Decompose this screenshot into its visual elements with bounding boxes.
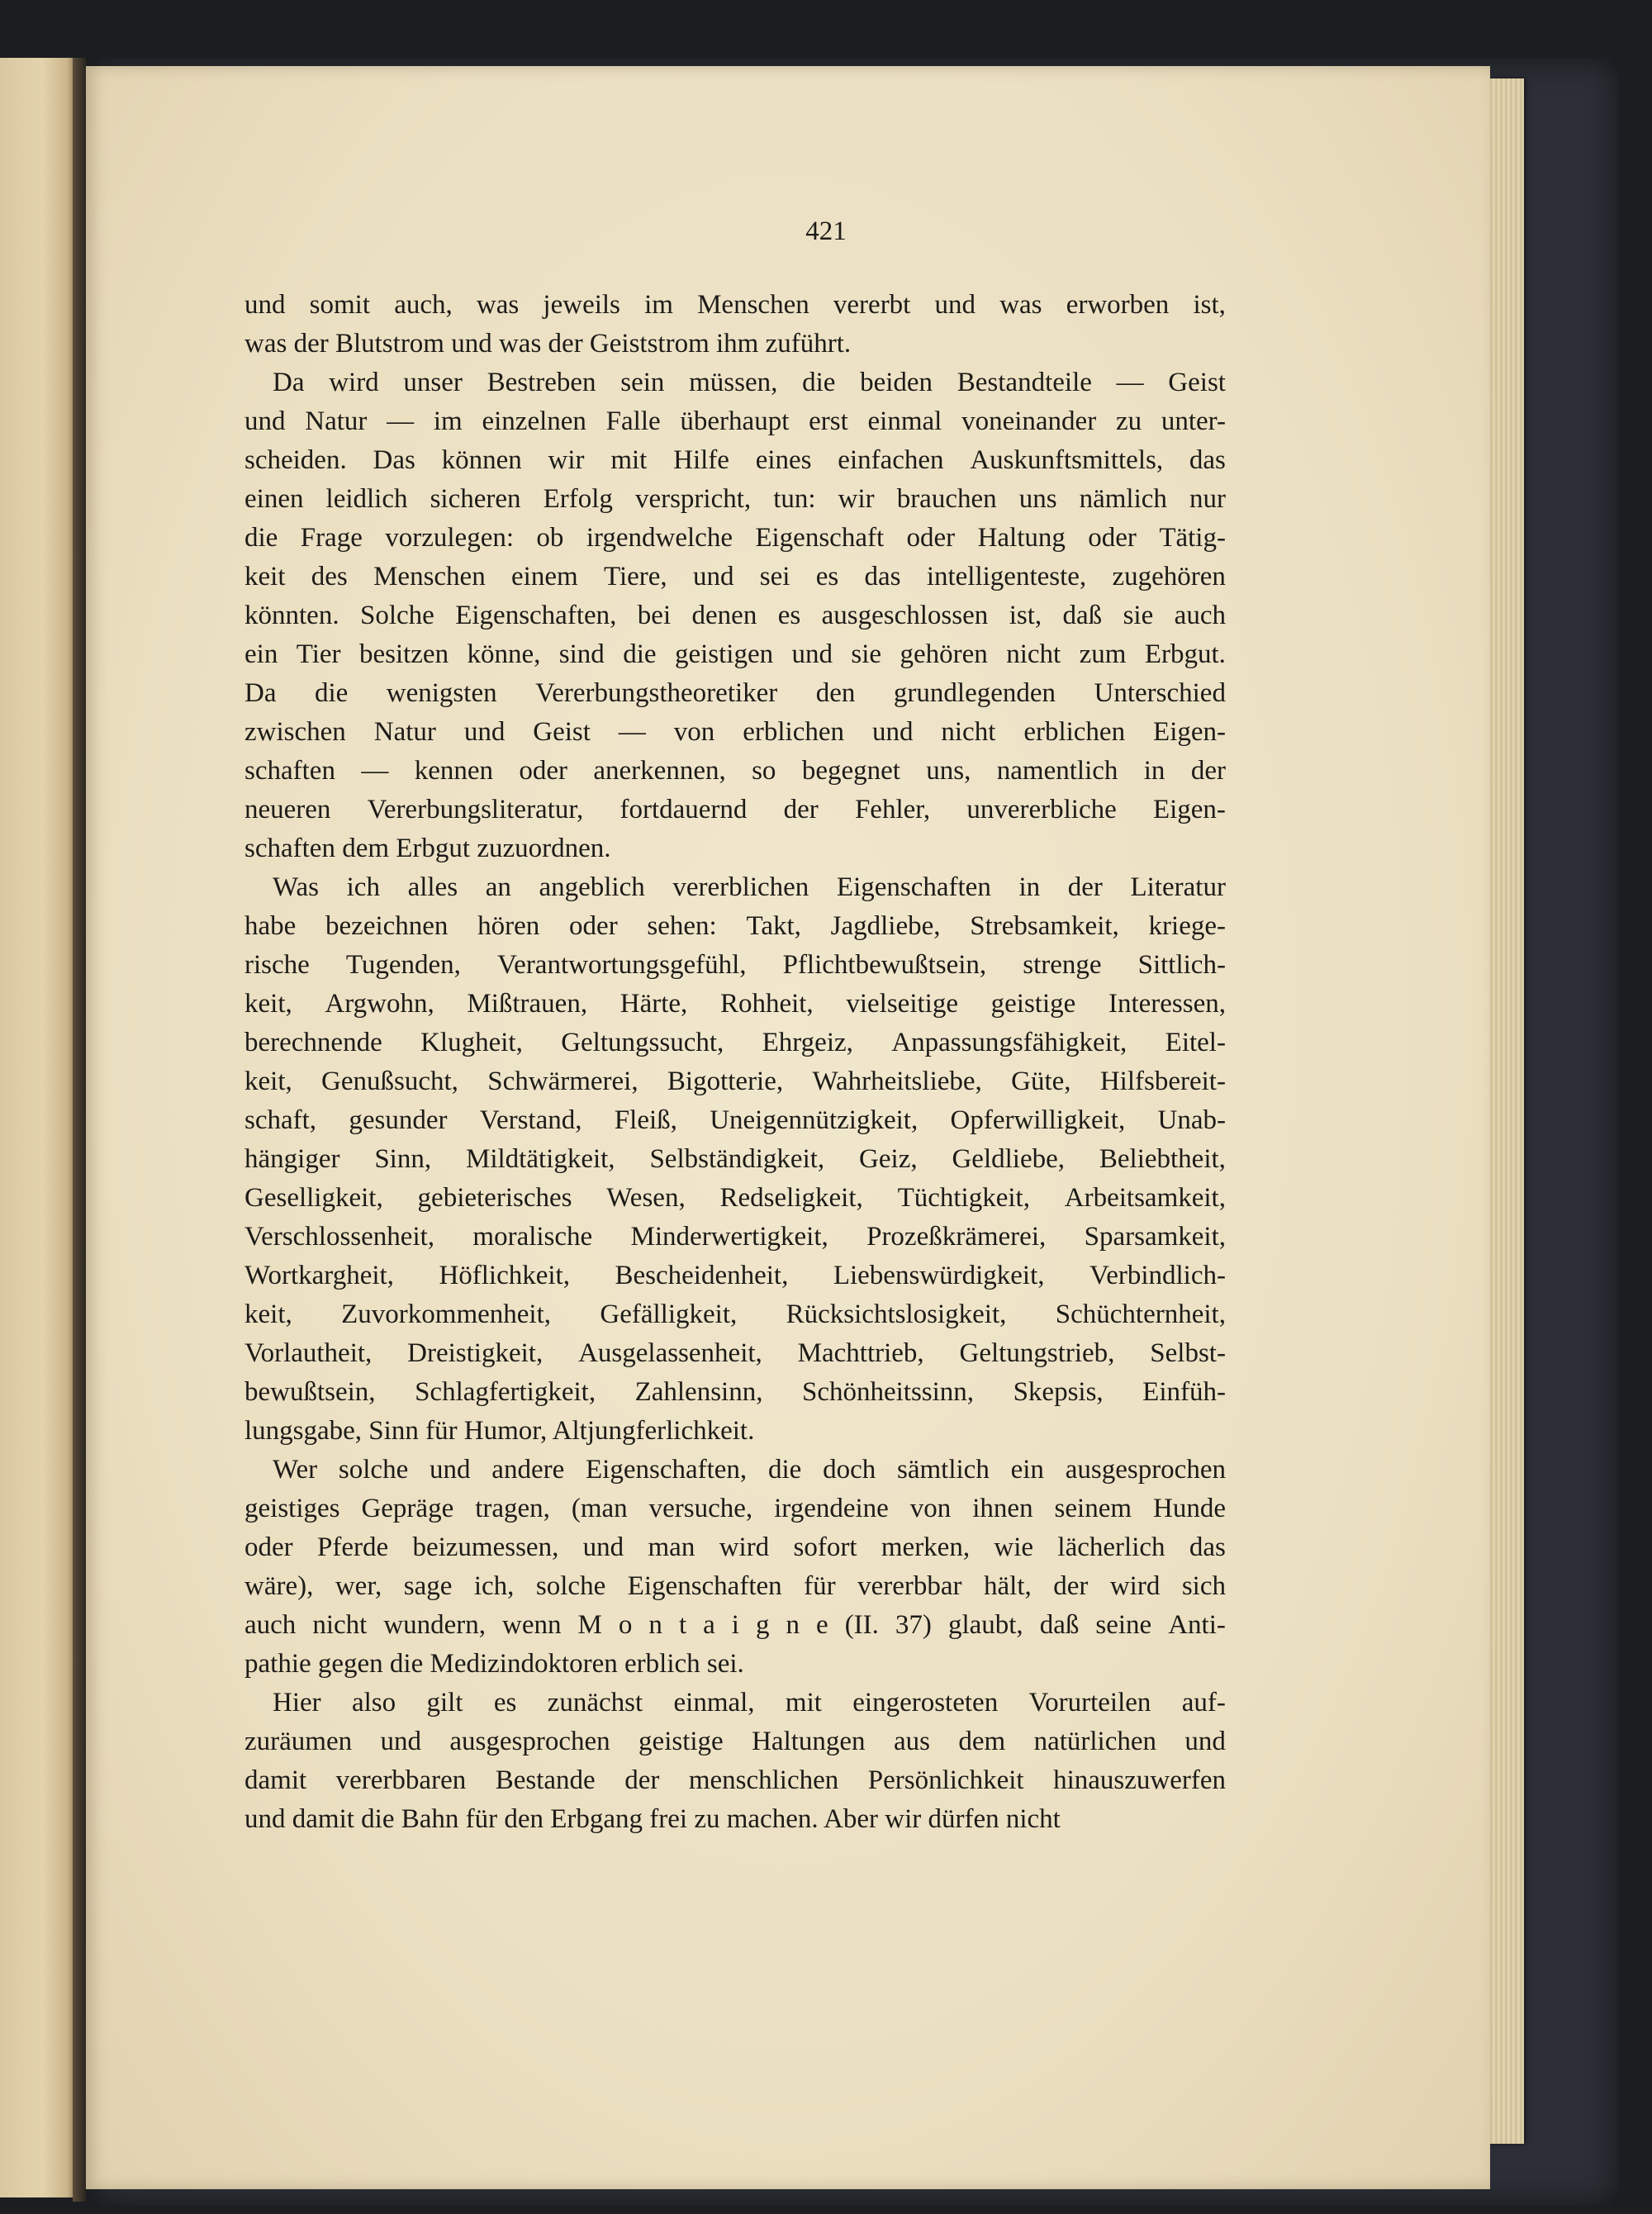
text-line: habe bezeichnen hören oder sehen: Takt, Jagdliebe, Strebsamkeit, kriege- — [244, 911, 1226, 941]
text-line: lungsgabe, Sinn für Humor, Altjungferlichkeit. — [244, 1416, 755, 1446]
text-line: zuräumen und ausgesprochen geistige Haltungen aus dem natürlichen und — [244, 1727, 1226, 1756]
page-number: 421 — [805, 216, 847, 246]
paragraph — [244, 286, 1226, 363]
text-line: die Frage vorzulegen: ob irgendwelche Eigenschaft oder Haltung oder Tätig- — [244, 523, 1226, 553]
text-line: ein Tier besitzen könne, sind die geistigen und sie gehören nicht zum Erbgut. — [244, 639, 1226, 669]
text-line: könnten. Solche Eigenschaften, bei denen es ausgeschlossen ist, daß sie auch — [244, 601, 1226, 630]
text-line: pathie gegen die Medizindoktoren erblich sei. — [244, 1649, 744, 1679]
text-line: Da wird unser Bestreben sein müssen, die beiden Bestandteile — Geist — [273, 368, 1226, 397]
text-line: schaften dem Erbgut zuzuordnen. — [244, 834, 611, 863]
text-line: bewußtsein, Schlagfertigkeit, Zahlensinn, Schönheitssinn, Skepsis, Einfüh- — [244, 1377, 1226, 1407]
text-line: rische Tugenden, Verantwortungsgefühl, Pflichtbewußtsein, strenge Sittlich- — [244, 950, 1226, 980]
text-line: Wer solche und andere Eigenschaften, die doch sämtlich ein ausgesprochen — [273, 1455, 1226, 1485]
paragraph-container — [244, 286, 1226, 1839]
text-line: damit vererbbaren Bestande der menschlichen Persönlichkeit hinauszuwerfen — [244, 1765, 1226, 1795]
text-line: Vorlautheit, Dreistigkeit, Ausgelassenheit, Machttrieb, Geltungstrieb, Selbst- — [244, 1338, 1226, 1368]
book-gutter — [73, 58, 86, 2202]
text-line: keit, Zuvorkommenheit, Gefälligkeit, Rücksichtslosigkeit, Schüchternheit, — [244, 1299, 1226, 1329]
text-line: Hier also gilt es zunächst einmal, mit eingerosteten Vorurteilen auf- — [273, 1688, 1226, 1718]
text-line: und damit die Bahn für den Erbgang frei zu machen. Aber wir dürfen nicht — [244, 1804, 1061, 1834]
paragraph — [244, 868, 1226, 1451]
text-line: was der Blutstrom und was der Geiststrom ihm zuführt. — [244, 329, 852, 359]
paragraph — [244, 363, 1226, 868]
text-line: auch nicht wundern, wenn M o n t a i g n e (II. 37) glaubt, daß seine Anti- — [244, 1610, 1226, 1640]
text-line: Verschlossenheit, moralische Minderwertigkeit, Prozeßkrämerei, Sparsamkeit, — [244, 1222, 1226, 1252]
text-line: scheiden. Das können wir mit Hilfe eines einfachen Auskunftsmittels, das — [244, 445, 1226, 475]
text-line: Wortkargheit, Höflichkeit, Bescheidenheit, Liebenswürdigkeit, Verbindlich- — [244, 1261, 1226, 1290]
body-text — [244, 286, 1226, 1839]
text-line: keit, Genußsucht, Schwärmerei, Bigotterie, Wahrheitsliebe, Güte, Hilfsbereit- — [244, 1067, 1226, 1096]
paragraph — [244, 1451, 1226, 1684]
text-line: keit, Argwohn, Mißtrauen, Härte, Rohheit, vielseitige geistige Interessen, — [244, 989, 1226, 1019]
text-line: schaft, gesunder Verstand, Fleiß, Uneigennützigkeit, Opferwilligkeit, Unab- — [244, 1105, 1226, 1135]
text-line: wäre), wer, sage ich, solche Eigenschaften für vererbbar hält, der wird sich — [244, 1571, 1226, 1601]
text-line: keit des Menschen einem Tiere, und sei es das intelligenteste, zugehören — [244, 562, 1226, 592]
text-line: berechnende Klugheit, Geltungssucht, Ehrgeiz, Anpassungsfähigkeit, Eitel- — [244, 1028, 1226, 1057]
text-line: neueren Vererbungsliteratur, fortdauernd der Fehler, unvererbliche Eigen- — [244, 795, 1226, 824]
text-line: Was ich alles an angeblich vererblichen Eigenschaften in der Literatur — [273, 872, 1226, 902]
text-line: zwischen Natur und Geist — von erblichen und nicht erblichen Eigen- — [244, 717, 1226, 747]
paragraph — [244, 1684, 1226, 1839]
text-line: schaften — kennen oder anerkennen, so begegnet uns, namentlich in der — [244, 756, 1226, 786]
text-line: geistiges Gepräge tragen, (man versuche, irgendeine von ihnen seinem Hunde — [244, 1494, 1226, 1523]
text-line: und Natur — im einzelnen Falle überhaupt erst einmal voneinander zu unter- — [244, 406, 1226, 436]
text-line: Geselligkeit, gebieterisches Wesen, Redseligkeit, Tüchtigkeit, Arbeitsamkeit, — [244, 1183, 1226, 1213]
text-line: einen leidlich sicheren Erfolg verspricht, tun: wir brauchen uns nämlich nur — [244, 484, 1226, 514]
text-line: Da die wenigsten Vererbungstheoretiker den grundlegenden Unterschied — [244, 678, 1226, 708]
text-line: oder Pferde beizumessen, und man wird sofort merken, wie lächerlich das — [244, 1532, 1226, 1562]
text-line: und somit auch, was jeweils im Menschen vererbt und was erworben ist, — [244, 290, 1226, 320]
text-line: hängiger Sinn, Mildtätigkeit, Selbständigkeit, Geiz, Geldliebe, Beliebtheit, — [244, 1144, 1226, 1174]
facing-page-edge — [0, 58, 76, 2197]
